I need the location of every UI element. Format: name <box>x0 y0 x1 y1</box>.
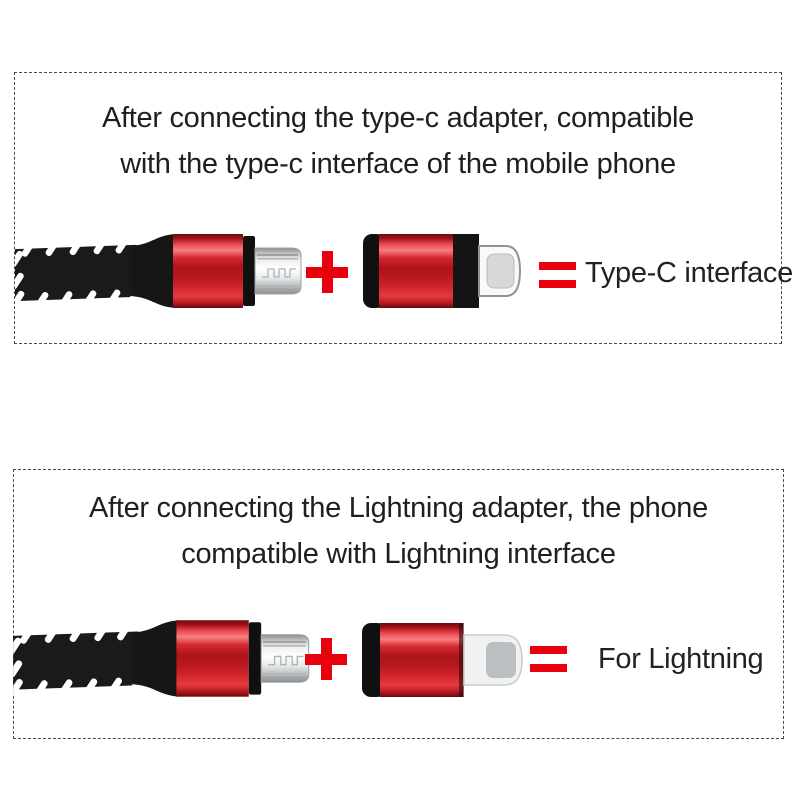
equals-bar <box>530 664 567 672</box>
result-label: For Lightning <box>598 643 764 675</box>
lightning-adapter-graphic <box>359 619 524 701</box>
plus-bar-vertical <box>321 638 332 680</box>
plus-bar-vertical <box>322 251 333 293</box>
headline-line: with the type-c interface of the mobile phone <box>120 148 676 180</box>
braided-cable-graphic <box>15 227 305 317</box>
equals-bar <box>539 280 576 288</box>
braided-cable-graphic <box>13 613 313 706</box>
headline-line: After connecting the type-c adapter, compatible <box>101 102 695 134</box>
equals-bar <box>530 646 567 654</box>
type-c-adapter-graphic <box>361 232 521 310</box>
equals-icon <box>539 262 576 288</box>
headline-line: compatible with Lightning interface <box>181 538 616 570</box>
lightning-panel <box>13 469 784 739</box>
panel-headline <box>14 485 783 577</box>
result-label: Type-C interface <box>585 257 793 289</box>
plus-icon <box>305 638 347 680</box>
plus-icon <box>306 251 348 293</box>
type-c-panel <box>14 72 793 344</box>
equals-bar <box>539 262 576 270</box>
panel-headline <box>15 95 781 187</box>
equals-icon <box>530 646 567 672</box>
headline-line: After connecting the Lightning adapter, the phone <box>89 492 708 524</box>
